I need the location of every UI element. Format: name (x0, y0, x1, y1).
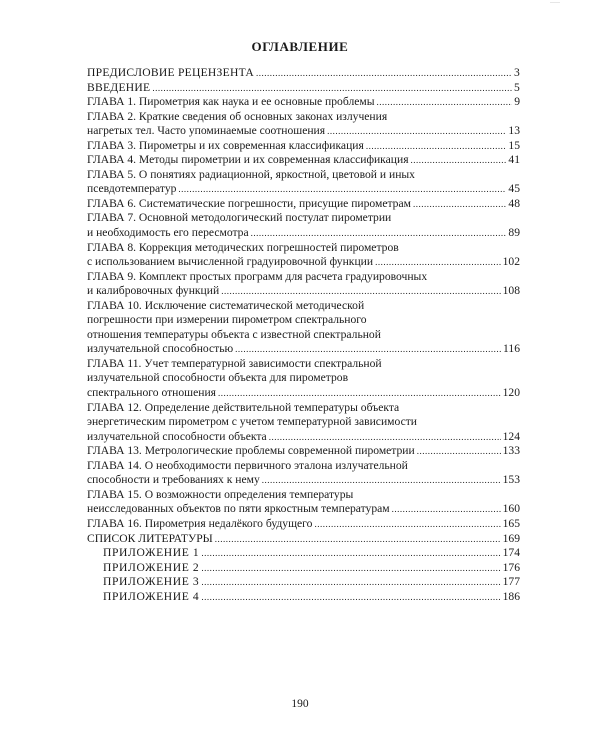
page-title: ОГЛАВЛЕНИЕ (251, 39, 349, 54)
toc-page-number: 177 (502, 575, 520, 589)
dot-leader (201, 575, 500, 590)
dot-leader (256, 66, 512, 81)
toc-entry-final-line (87, 81, 520, 96)
toc-entry (87, 444, 520, 459)
toc-entry (87, 81, 520, 96)
toc-page-number: 176 (502, 560, 520, 574)
toc-page-number: 116 (503, 342, 520, 356)
toc-entry-text-line: ГЛАВА 6. Систематические погрешности, присущие пирометрам (87, 196, 411, 210)
toc-entry-text-line: ГЛАВА 3. Пирометры и их современная классификация (87, 138, 364, 152)
toc-entry (87, 241, 520, 270)
toc-page-number: 160 (502, 502, 520, 516)
toc-page-number: 108 (502, 284, 520, 298)
toc-entry-text-line: энергетическим пирометром с учетом температурной зависимости (87, 415, 417, 429)
toc-entry (87, 575, 520, 590)
toc-entry-final-line (103, 546, 520, 561)
toc-entry (87, 270, 520, 299)
toc-page-number: 3 (513, 66, 520, 79)
toc-entry (87, 299, 520, 357)
toc-page-number: 120 (502, 386, 520, 400)
toc-entry-final-line (103, 575, 520, 590)
toc-entry-final-line (87, 473, 520, 488)
toc-entry-text-line: отношения температуры объекта с известной спектральной (87, 327, 381, 341)
scan-mark (550, 2, 560, 3)
toc-entry-text-line: ГЛАВА 11. Учет температурной зависимости спектральной (87, 356, 382, 370)
dot-leader (178, 182, 506, 197)
toc-entry-text-line: ГЛАВА 16. Пирометрия недалёкого будущего (87, 516, 313, 530)
toc-entry (87, 561, 520, 576)
dot-leader (201, 546, 500, 561)
toc-page-number: 13 (508, 124, 520, 138)
dot-leader (262, 473, 501, 488)
toc-entry-text-line: способности и требованиях к нему (87, 473, 260, 487)
dot-leader (235, 342, 501, 357)
toc-entry-text-line: псевдотемператур (87, 182, 177, 196)
toc-entry-text-line: ГЛАВА 15. О возможности определения температуры (87, 487, 354, 501)
dot-leader (392, 502, 501, 517)
toc-entry (87, 546, 520, 561)
toc-entry-text-line: погрешности при измерении пирометром спектрального (87, 313, 367, 327)
toc-entry (87, 110, 520, 139)
dot-leader (251, 226, 507, 241)
toc-entry-text-line: ГЛАВА 8. Коррекция методических погрешностей пирометров (87, 240, 399, 254)
toc-entry-final-line (87, 66, 520, 81)
toc-page-number: 45 (508, 182, 520, 196)
toc-entry (87, 153, 520, 168)
dot-leader (218, 386, 501, 401)
toc-entry-text-line: СПИСОК ЛИТЕРАТУРЫ (87, 531, 213, 545)
toc-entry-final-line (103, 590, 520, 605)
toc-entry-text-line: ВВЕДЕНИЕ (87, 80, 151, 94)
toc-entry (87, 517, 520, 532)
toc-entry-final-line (87, 430, 520, 445)
toc-entry-text-line: нагретых тел. Часто упоминаемые соотношения (87, 124, 326, 138)
toc-entry-final-line (87, 153, 520, 168)
toc-entry-text-line: ПРИЛОЖЕНИЕ 2 (103, 560, 200, 574)
toc-entry (87, 459, 520, 488)
toc-page-number: 5 (513, 80, 520, 94)
toc-entry-text-line: ГЛАВА 13. Метрологические проблемы современной пирометрии (87, 444, 415, 458)
toc-entry-final-line (87, 517, 520, 532)
toc-entry (87, 66, 520, 81)
toc-entry-final-line (87, 532, 520, 547)
toc-entry (87, 95, 520, 110)
dot-leader (201, 590, 500, 605)
toc-page-number: 9 (514, 95, 520, 109)
toc-page-number: 15 (508, 138, 520, 152)
toc-entry-text-line: ГЛАВА 10. Исключение систематической методической (87, 298, 365, 312)
toc-entry (87, 197, 520, 212)
dot-leader (152, 81, 512, 96)
toc-entry-text-line: ГЛАВА 1. Пирометрия как наука и ее основные проблемы (87, 95, 375, 109)
toc-page-number: 124 (502, 429, 520, 443)
toc-entry-final-line (87, 197, 520, 212)
toc-entry-text-line: и необходимость его пересмотра (87, 226, 249, 240)
toc-page-number: 174 (502, 546, 520, 560)
dot-leader (411, 153, 507, 168)
dot-leader (413, 197, 506, 212)
toc-page-number: 169 (502, 531, 520, 545)
toc-entry-final-line (87, 95, 520, 110)
toc-entry-text-line: ГЛАВА 4. Методы пирометрии и их современная классификация (87, 153, 409, 167)
toc-entry (87, 211, 520, 240)
dot-leader (417, 444, 501, 459)
toc-page-number: 102 (502, 255, 520, 269)
toc-entry-final-line (87, 284, 520, 299)
dot-leader (377, 95, 513, 110)
dot-leader (269, 430, 501, 445)
dot-leader (327, 124, 506, 139)
toc-entry-final-line (87, 502, 520, 517)
page-number: 190 (291, 698, 309, 710)
toc-page-number: 186 (502, 589, 520, 603)
dot-leader (314, 517, 500, 532)
toc-entry (87, 401, 520, 445)
toc-entry (87, 139, 520, 154)
dot-leader (215, 532, 501, 547)
toc-entry (87, 488, 520, 517)
toc-entry-text-line: ГЛАВА 5. О понятиях радиационной, яркостной, цветовой и иных (87, 167, 415, 181)
toc-page-number: 41 (508, 153, 520, 167)
toc-entry-text-line: ПРИЛОЖЕНИЕ 1 (103, 546, 200, 560)
dot-leader (366, 139, 507, 154)
toc-entry-text-line: излучательной способности объекта (87, 429, 267, 443)
toc-entry-text-line: ПРИЛОЖЕНИЕ 3 (103, 575, 200, 589)
toc-entry-final-line (87, 342, 520, 357)
toc-entry-text-line: и калибровочных функций (87, 284, 220, 298)
toc-entry-final-line (87, 124, 520, 139)
toc-entry-text-line: ПРЕДИСЛОВИЕ РЕЦЕНЗЕНТА (87, 66, 254, 79)
toc-entry-text-line: неисследованных объектов по пяти яркостным температурам (87, 502, 390, 516)
toc-entry-text-line: излучательной способностью (87, 342, 234, 356)
toc-entry-final-line (87, 386, 520, 401)
dot-leader (375, 255, 501, 270)
toc-entry-final-line (87, 182, 520, 197)
toc-page-number: 48 (508, 196, 520, 210)
toc-entry-final-line (87, 226, 520, 241)
toc-entry (87, 532, 520, 547)
toc-page-number: 133 (502, 444, 520, 458)
toc-entry (87, 168, 520, 197)
toc-entry-final-line (103, 561, 520, 576)
toc-entry-text-line: ГЛАВА 9. Комплект простых программ для расчета градуировочных (87, 269, 428, 283)
toc-entry-text-line: ПРИЛОЖЕНИЕ 4 (103, 589, 200, 603)
toc-entry (87, 357, 520, 401)
toc-entry-text-line: ГЛАВА 12. Определение действительной температуры объекта (87, 400, 400, 414)
toc-entry-final-line (87, 444, 520, 459)
toc-entry-text-line: излучательной способности объекта для пирометров (87, 371, 349, 385)
toc-page-number: 165 (502, 516, 520, 530)
toc-entry-final-line (87, 139, 520, 154)
dot-leader (201, 561, 500, 576)
toc-entry (87, 590, 520, 605)
dot-leader (221, 284, 500, 299)
toc-entry-text-line: спектрального отношения (87, 386, 216, 400)
toc-page-number: 89 (508, 226, 520, 240)
toc-entry-text-line: ГЛАВА 7. Основной методологический постулат пирометрии (87, 211, 392, 225)
toc-entry-text-line: с использованием вычисленной градуировочной функции (87, 255, 374, 269)
table-of-contents (87, 66, 520, 604)
toc-entry-text-line: ГЛАВА 2. Краткие сведения об основных законах излучения (87, 109, 388, 123)
toc-page-number: 153 (502, 473, 520, 487)
toc-entry-text-line: ГЛАВА 14. О необходимости первичного эталона излучательной (87, 458, 408, 472)
toc-entry-final-line (87, 255, 520, 270)
